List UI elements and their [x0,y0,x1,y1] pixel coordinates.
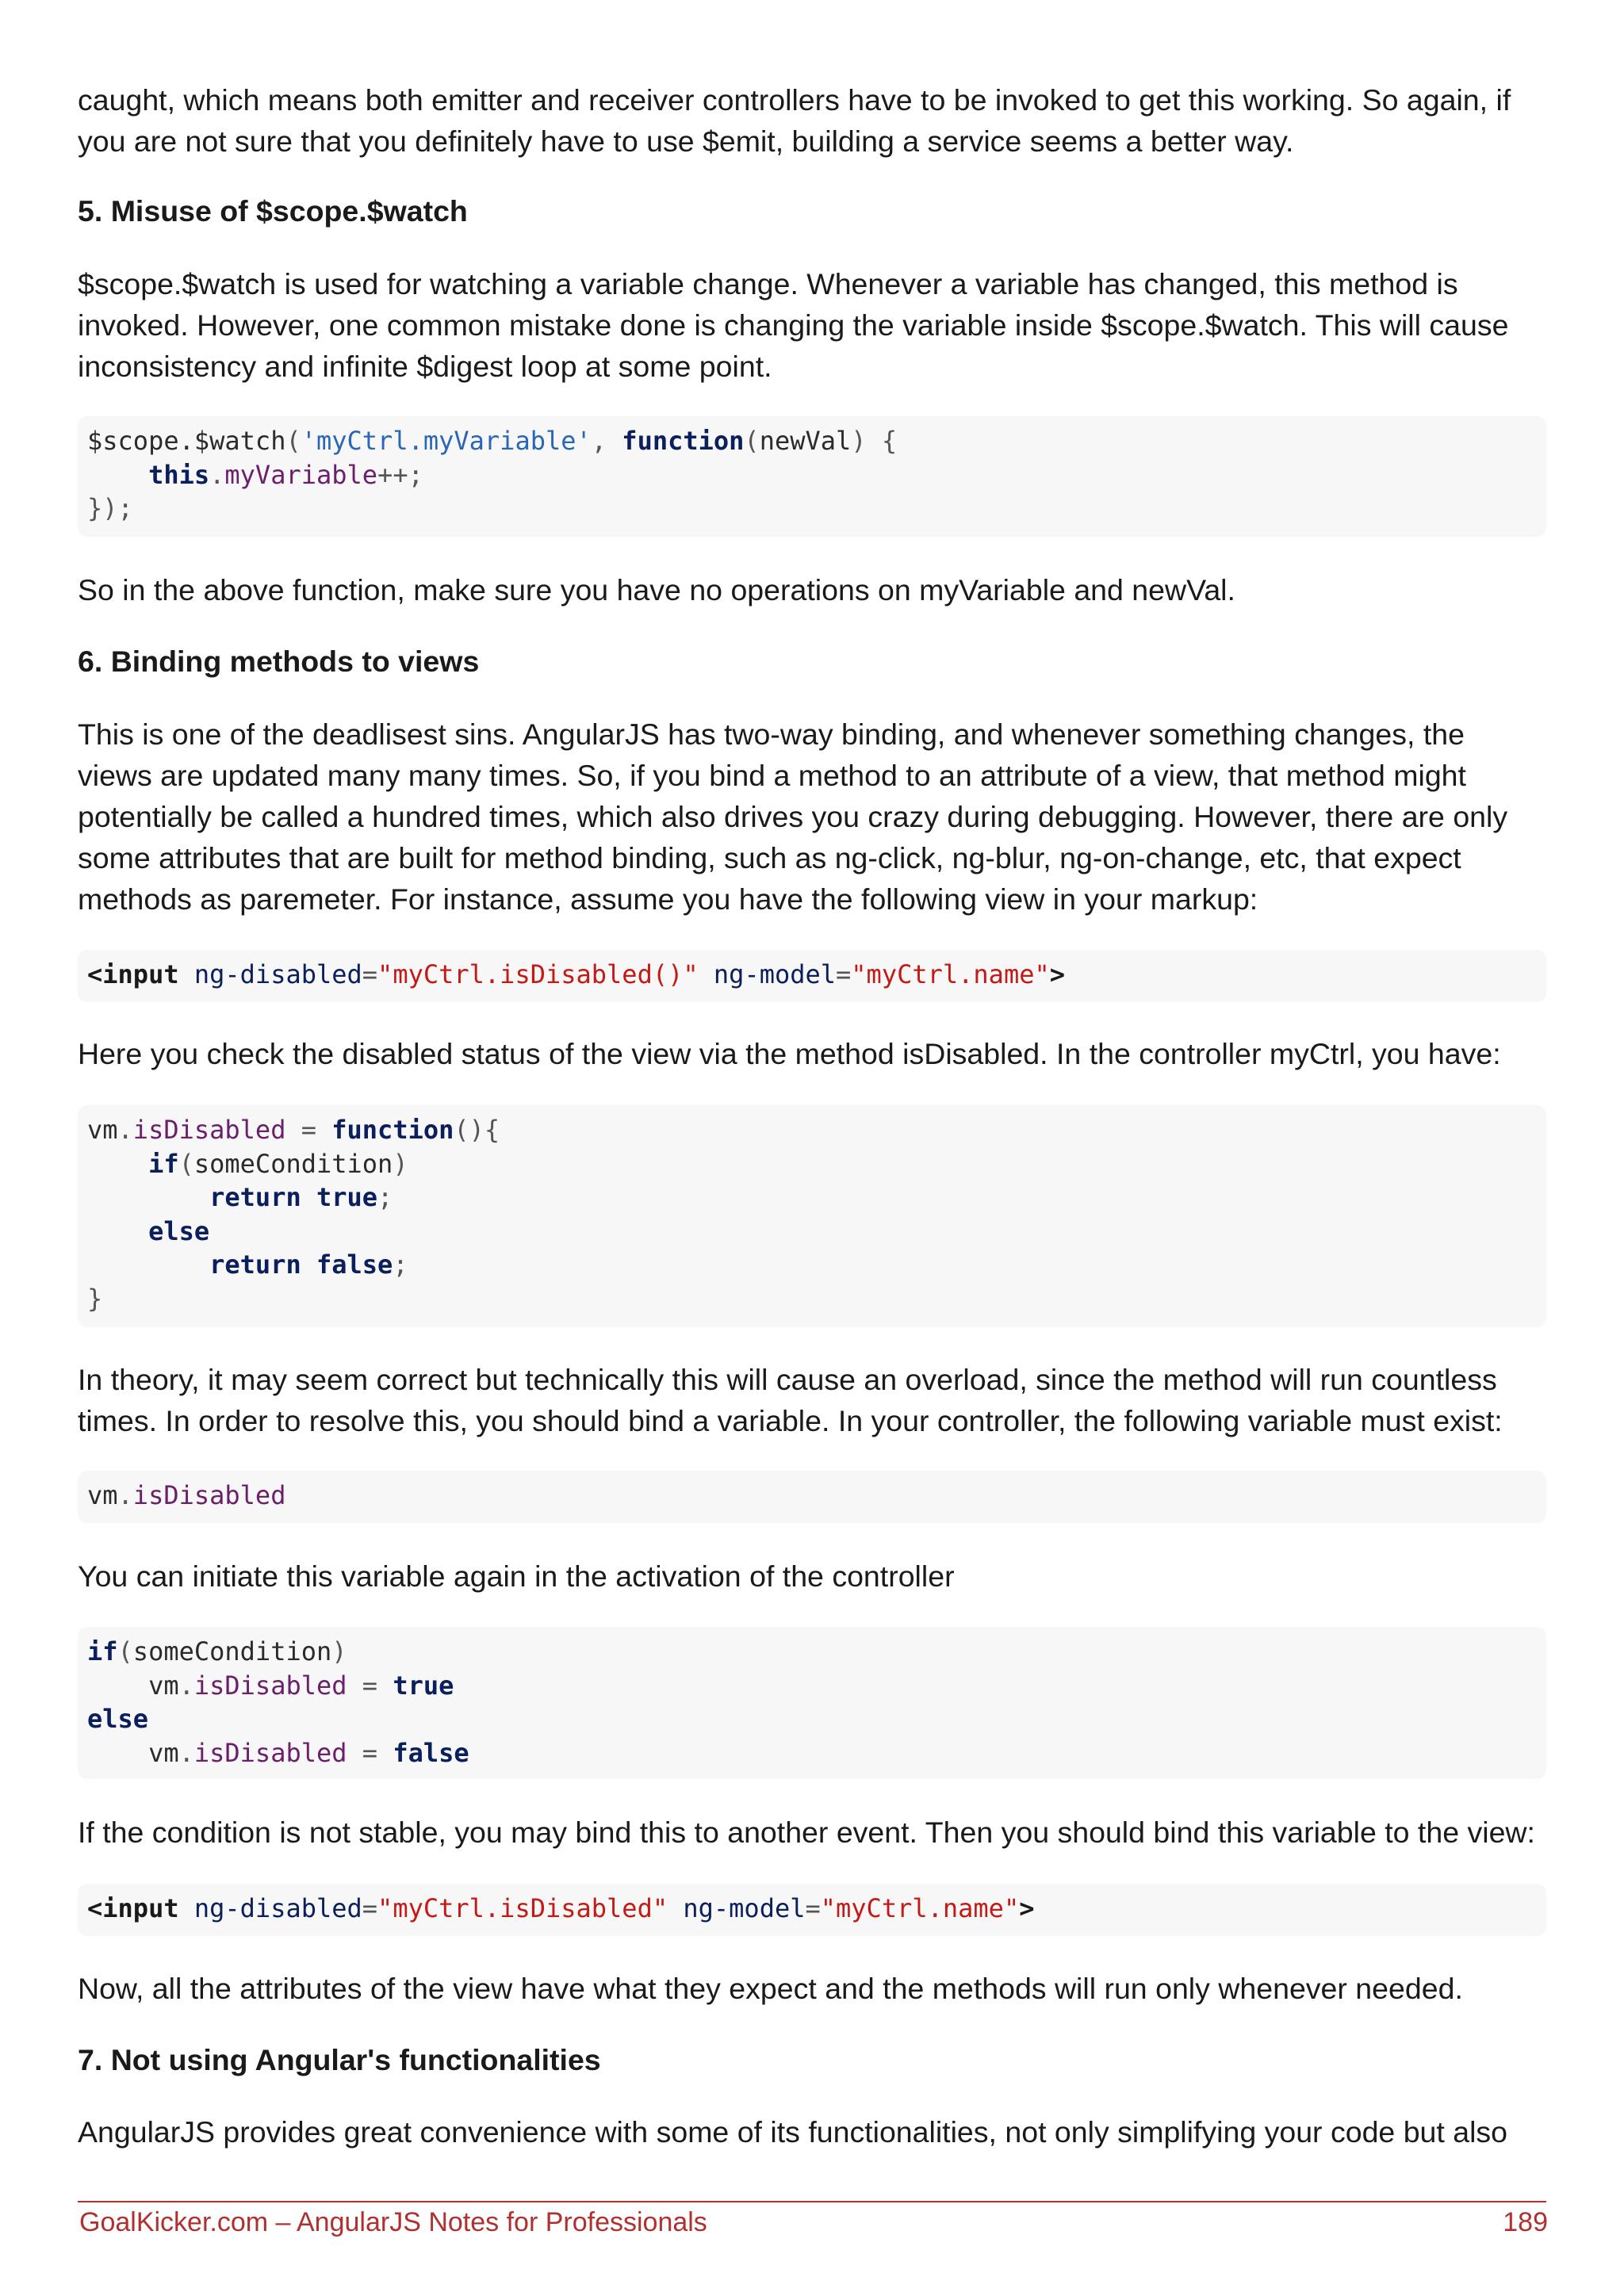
code-token: = [285,1115,332,1145]
paragraph-condition-not-stable: If the condition is not stable, you may bind this to another event. Then you should bind this variable to the view: [78,1816,1535,1849]
code-token: myVariable [224,459,378,490]
code-token: ( [178,1148,194,1179]
code-block-variable [78,1471,1546,1523]
code-token: function [622,426,745,456]
code-token: "myCtrl.name" [851,959,1050,989]
code-token: ; [377,1182,393,1212]
paragraph-deadliest-sins: This is one of the deadlisest sins. AngularJS has two-way binding, and whenever something changes, the views are updated many many times. So, if you bind a method to an attribute of a view, that method might potentially be called a hundred times, which also drives you crazy during debugging. However, there are only some attributes that are built for method binding, such as ng-click, ng-blur, ng-on-change, etc, that expect methods as paremeter. For instance, assume you have the following view in your markup: [78,718,1508,916]
code-token: ( [744,426,760,456]
code-block-input-variable [78,1884,1546,1936]
paragraph-in-theory: In theory, it may seem correct but technically this will cause an overload, since the method will run countless times. In order to resolve this, you should bind a variable. In your controller, the following variable must exist: [78,1363,1503,1437]
code-token: false [393,1737,469,1768]
code-token: = [836,959,852,989]
code-token: = [805,1893,821,1923]
paragraph-now-all-attributes: Now, all the attributes of the view have what they expect and the methods will run only whenever needed. [78,1972,1463,2005]
code-block-isdisabled-function [78,1105,1546,1327]
code-token: vm [87,1480,118,1510]
code-token: vm [148,1737,179,1768]
code-token: ( [117,1636,133,1667]
code-token: ++; [377,459,423,490]
code-token: ( [285,426,301,456]
code-token: <input [87,1893,179,1923]
code-token: return [209,1182,301,1212]
code-token: . [117,1115,133,1145]
code-token: vm [148,1670,179,1701]
paragraph-above-function: So in the above function, make sure you have no operations on myVariable and newVal. [78,573,1235,607]
code-token: . [117,1480,133,1510]
code-token: true [316,1182,378,1212]
code-block-activation [78,1627,1546,1779]
code-token: . [178,1670,194,1701]
code-token: = [347,1737,393,1768]
code-token: someCondition [132,1636,332,1667]
code-token: else [87,1704,149,1734]
code-token: = [347,1670,393,1701]
code-token: function [331,1115,454,1145]
footer-divider [78,2201,1546,2202]
code-token: . [178,1737,194,1768]
code-token: ) [331,1636,347,1667]
code-token: . [209,459,225,490]
paragraph-initiate-variable: You can initiate this variable again in the activation of the controller [78,1559,955,1593]
code-token: ; [393,1249,408,1280]
code-token: ) { [851,426,898,456]
code-token: $scope.$watch [87,426,286,456]
code-block-input-method [78,950,1546,1002]
code-token: "myCtrl.name" [820,1893,1020,1923]
code-block-watch [78,416,1546,537]
heading-misuse-watch: 5. Misuse of $scope.$watch [78,194,468,228]
code-token: else [148,1215,210,1246]
code-token: ) [393,1148,408,1179]
code-token: } [87,1283,103,1314]
code-token: > [1019,1893,1035,1923]
code-token: isDisabled [193,1737,347,1768]
paragraph-check-disabled: Here you check the disabled status of the view via the method isDisabled. In the controller myCtrl, you have: [78,1037,1501,1070]
paragraph-emit-conclusion: caught, which means both emitter and receiver controllers have to be invoked to get this working. So again, if you are not sure that you definitely have to use $emit, building a service seems a better way. [78,83,1511,158]
code-token: vm [87,1115,118,1145]
code-token: ng-disabled [193,959,362,989]
code-token: isDisabled [132,1115,286,1145]
code-token: (){ [454,1115,500,1145]
code-token: isDisabled [132,1480,286,1510]
code-token: }); [87,493,133,523]
footer-book-title[interactable]: GoalKicker.com – AngularJS Notes for Professionals [79,2207,707,2237]
code-token: 'myCtrl.myVariable' [301,426,592,456]
code-token: this [148,459,210,490]
code-token: = [362,959,378,989]
code-token: isDisabled [193,1670,347,1701]
code-token: "myCtrl.isDisabled" [377,1893,668,1923]
code-token: someCondition [193,1148,393,1179]
footer-page-number: 189 [1503,2207,1548,2237]
paragraph-watch-explanation: $scope.$watch is used for watching a variable change. Whenever a variable has changed, this method is invoked. However, one common mistake done is changing the variable inside $scope.$watch. This will cause inconsistency and infinite $digest loop at some point. [78,267,1509,383]
paragraph-angular-convenience: AngularJS provides great convenience with some of its functionalities, not only simplifying your code but also [78,2115,1508,2149]
code-token: = [362,1893,378,1923]
code-token: if [87,1636,118,1667]
heading-binding-methods: 6. Binding methods to views [78,645,480,678]
code-token: ng-disabled [193,1893,362,1923]
code-token: , [591,426,622,456]
code-token: > [1049,959,1065,989]
code-token: <input [87,959,179,989]
code-token: true [393,1670,454,1701]
code-token: false [316,1249,393,1280]
heading-not-using-functionalities: 7. Not using Angular's functionalities [78,2043,601,2076]
code-token: ng-model [683,1893,806,1923]
code-token: return [209,1249,301,1280]
code-token: ng-model [713,959,837,989]
code-token: "myCtrl.isDisabled()" [377,959,699,989]
code-token: newVal [759,426,852,456]
code-token: if [148,1148,179,1179]
